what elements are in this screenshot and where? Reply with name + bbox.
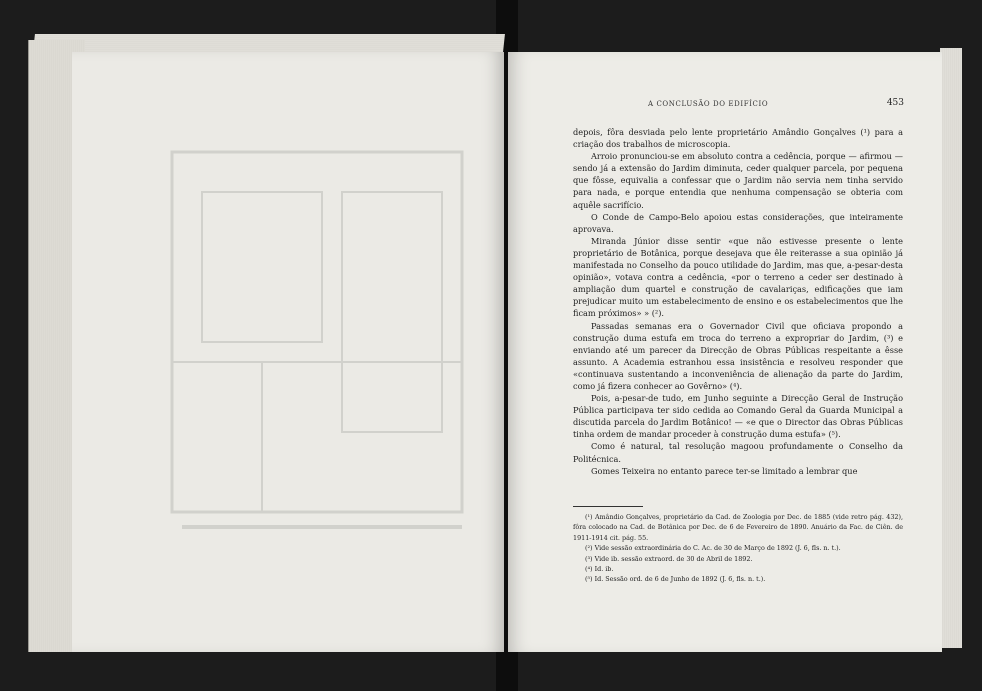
footnote: (³) Vide ib. sessão extraord. de 30 de Abril de 1892. bbox=[585, 554, 753, 563]
paragraph: Pois, a-pesar-de tudo, em Junho seguinte a Direcção Geral de Instrução Pública participava ter sido cedida ao Comando Geral da Guarda Municipal a discutida parcela do Jardim Botânico! — «e que o Director das Obras Públicas tinha ordem de mandar proceder à construção duma estufa» (⁵). bbox=[573, 393, 903, 440]
page-edges-right bbox=[940, 48, 962, 648]
right-page bbox=[508, 52, 942, 652]
paragraph: Gomes Teixeira no entanto parece ter-se limitado a lembrar que bbox=[591, 465, 858, 476]
open-book bbox=[28, 34, 962, 658]
paragraph: Miranda Júnior disse sentir «que não estivesse presente o lente proprietário de Botânica, porque desejava que êle reiterasse a sua opinião já manifestada no Conselho da pouco utilidade do Jardim, mas que, a-pesar-desta opinião», votava contra a cedência, «por o terreno a ceder ser destinado à ampliação dum quartel e construção de cavalariças, edificações que iam prejudicar muito um estabelecimento de ensino e os estabelecimentos que lhe ficam próximos» » (²). bbox=[573, 235, 903, 319]
footnote-divider bbox=[573, 506, 643, 507]
footnote: (⁵) Id. Sessão ord. de 6 de Junho de 1892 (J. 6, fls. n. t.). bbox=[585, 575, 766, 584]
left-page bbox=[72, 52, 504, 652]
paragraph: O Conde de Campo-Belo apoiou estas considerações, que inteiramente aprovava. bbox=[573, 211, 903, 234]
body-text bbox=[573, 126, 903, 477]
paragraph: Como é natural, tal resolução magoou profundamente o Conselho da Politécnica. bbox=[573, 441, 903, 464]
paragraph: Arroio pronunciou-se em absoluto contra a cedência, porque — afirmou — sendo já a extensão do Jardim diminuta, ceder qualquer parcela, por pequena que fôsse, equivalia a confessar que o Jardim não servia nem tinha servido para nada, e porque entendia que nenhuma compensação se obteria com aquêle sacrifício. bbox=[573, 151, 903, 210]
running-head: A CONCLUSÃO DO EDIFÍCIO bbox=[648, 100, 769, 108]
page-edges-top bbox=[33, 34, 505, 52]
page-number: 453 bbox=[886, 98, 904, 108]
show-through-illustration bbox=[162, 132, 482, 552]
footnote: (¹) Amândio Gonçalves, proprietário da Cad. de Zoologia por Dec. de 1885 (vide retro pág. 432), fôra colocado na Cad. de Botânica por Dec. de 6 de Fevereiro de 1890. Anuário da Fac. de Ciên. de 1911-1914 cit. pág. 55. bbox=[573, 513, 903, 542]
footnote: (²) Vide sessão extraordinária do C. Ac. de 30 de Março de 1892 (J. 6, fls. n. t.). bbox=[585, 544, 841, 553]
paragraph: depois, fôra desviada pelo lente proprietário Amândio Gonçalves (¹) para a criação dos trabalhos de microscopia. bbox=[573, 127, 903, 150]
footnote: (⁴) Id. ib. bbox=[585, 565, 614, 574]
footnotes bbox=[573, 512, 903, 585]
paragraph: Passadas semanas era o Governador Civil que oficiava propondo a construção duma estufa em troca do terreno a expropriar do Jardim, (³) e enviando até um parecer da Direcção de Obras Públicas respeitante a êsse assunto. A Academia estranhou essa insistência e resolveu responder que «continuava sustentando a inconveniência de alienação da parte do Jardim, como já fizera conhecer ao Govêrno» (⁴). bbox=[573, 320, 903, 391]
